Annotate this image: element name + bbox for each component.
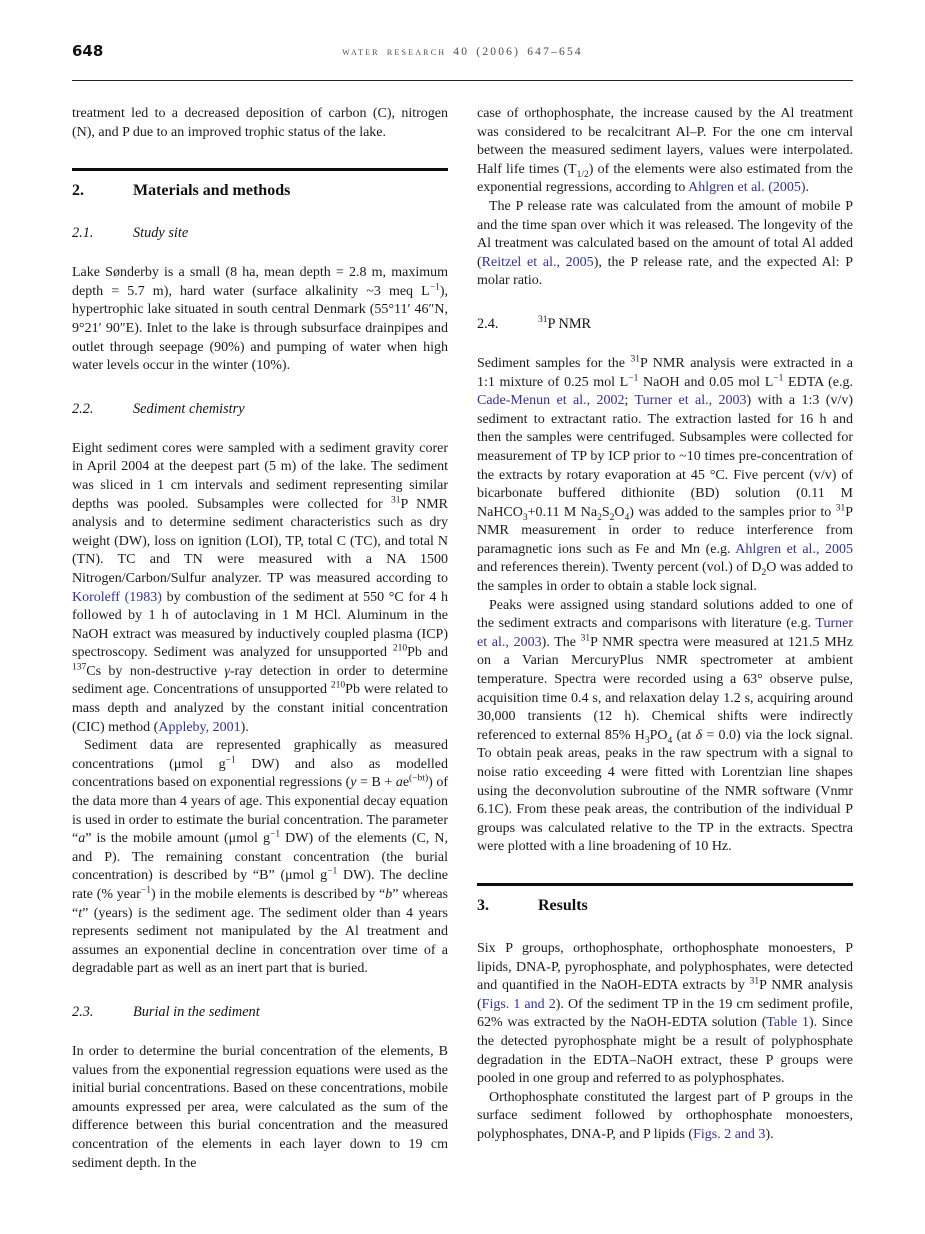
citation-link[interactable]: Appleby, 2001	[158, 719, 241, 735]
section-2-3-title: Burial in the sediment	[133, 1003, 260, 1020]
text-segment: t	[78, 905, 83, 921]
text-segment: ) in the mobile elements is described by “	[150, 887, 386, 902]
section-2-heading	[72, 168, 448, 200]
text-segment: −1	[327, 866, 338, 877]
section-2-3-number: 2.3.	[72, 1003, 94, 1020]
section-2-4-title	[538, 316, 591, 332]
text-segment: ).	[240, 719, 249, 735]
text-segment: ). The	[541, 634, 581, 650]
paragraph-results-1	[477, 940, 853, 1089]
text-segment: ;	[624, 393, 635, 409]
paragraph-orthophosphate-continuation	[477, 105, 853, 198]
text-segment: 210	[392, 643, 408, 654]
text-segment: 31	[391, 494, 401, 505]
text-segment: −1	[773, 372, 784, 383]
text-segment: 31	[630, 354, 640, 365]
text-segment: P NMR analysis (	[477, 978, 853, 1012]
text-segment: Eight sediment cores were sampled with a sediment gravity corer in April 2004 at the deepest part (5 m) of the lake. The sediment was sliced in 1 cm intervals and sediment representing similar depths was pooled. Subsamples were collected for	[72, 440, 448, 512]
text-segment: −1	[269, 829, 281, 840]
text-segment: e	[402, 775, 410, 791]
section-3-heading	[477, 883, 853, 915]
text-segment: ), the P release rate, and the expected Al: P molar ratio.	[477, 254, 853, 289]
citation-link[interactable]: Ahlgren et al. (2005)	[688, 180, 806, 196]
section-2-2-number: 2.2.	[72, 400, 94, 417]
text-segment: −1	[225, 755, 236, 766]
text-segment: Sediment samples for the	[477, 355, 631, 371]
text-segment: = 0.0) via the lock signal. To obtain peak areas, peaks in the raw spectrum with a signal to noise ratio exceeding 4 were fitted with Lorentzian line shapes using the deconvolution subroutine of the NMR software (Vnmr 6.1C). From these peak areas, the contribution of the individual P groups was calculated relative to the TP in the extracts. Spectra were plotted with a line broadening of 10 Hz.	[477, 727, 853, 855]
journal-title: water research 40 (2006) 647–654	[342, 46, 583, 58]
text-segment: P NMR analysis were extracted in a 1:1 mixture of 0.25 mol L	[477, 355, 853, 390]
text-segment: −1	[429, 282, 440, 293]
text-segment: P NMR analysis and to determine sediment characteristics such as dry weight (DW), loss on ignition (LOI), TP, total C (TC), and total N (TN). TC and TN were measured with a NA 1500 Nitrogen/Carbon/Sulfur analyzer. TP was measured according to	[72, 496, 448, 586]
paragraph-results-2	[477, 1089, 853, 1145]
citation-link[interactable]: Cade-Menun et al., 2002	[477, 393, 625, 409]
citation-link[interactable]: Koroleff (1983)	[72, 589, 162, 605]
text-segment: 2	[609, 512, 615, 523]
text-segment: Six P groups, orthophosphate, orthophosphate monoesters, P lipids, DNA-P, pyrophosphate, and polyphosphates, were detected and quantified in the NaOH-EDTA extracts by	[477, 940, 853, 994]
text-segment: case of orthophosphate, the increase caused by the Al treatment was considered to be recalcitrant Al–P. For the one cm interval between the measured sediment layers, values were interpolated. Half life times (T	[477, 106, 853, 177]
text-segment: Pb and	[407, 645, 448, 661]
text-segment: Lake Sønderby is a small (8 ha, mean depth = 2.8 m, maximum depth = 5.7 m), hard water (surface alkalinity ~3 meq L	[72, 265, 448, 299]
text-segment: 4	[624, 512, 630, 523]
header-rule	[72, 80, 853, 81]
section-2-1-title: Study site	[133, 225, 189, 242]
citation-link[interactable]: Reitzel et al., 2005	[481, 254, 594, 270]
text-segment: ” (years) is the sediment age. The sediment older than 4 years represents sediment not manipulated by the Al treatment and assumes an exponential decline in concentration over time of a degradable part as well as an inert part that is buried.	[72, 905, 448, 977]
text-segment: 31	[538, 315, 548, 326]
text-segment: +0.11 M Na	[527, 504, 598, 520]
text-segment: a	[395, 775, 403, 791]
text-segment: ).	[765, 1126, 774, 1142]
text-segment: ) with a 1:3 (v/v) sediment to extractant ratio. The extraction lasted for 16 h and then the samples were centrifuged. Subsamples were collected for measurement of TP by ICP prior to ~10 times pre-concentration of the extracts by rotary evaporation at 45 °C. Five percent (v/v) of bicarbonate buffered dithionite (BD) solution (0.11 M NaHCO	[477, 393, 854, 520]
text-segment: NaOH and 0.05 mol L	[638, 374, 774, 390]
text-segment: S	[601, 504, 610, 520]
section-2-4-heading	[477, 316, 853, 333]
text-segment: P NMR	[547, 315, 592, 332]
text-segment: O was added to the samples in order to obtain a stable lock signal.	[477, 560, 854, 595]
text-segment: 1/2	[576, 169, 589, 180]
text-segment: The P release rate was calculated from the amount of mobile P and the time span over which it was released. The longevity of the Al treatment was calculated based on the amount of total Al added (	[477, 198, 853, 270]
text-segment: DW) and also as modelled concentrations based on exponential regressions (	[72, 756, 448, 791]
paragraph-nmr-2	[477, 597, 853, 857]
text-segment: Cs by non-destructive	[86, 663, 225, 679]
section-2-4-number: 2.4.	[477, 315, 499, 332]
text-segment: δ	[695, 727, 703, 743]
text-segment: 3	[522, 512, 528, 523]
text-segment: DW). The decline rate (% year	[72, 868, 448, 902]
text-segment: ) was added to the samples prior to	[629, 504, 836, 520]
section-2-1-number: 2.1.	[72, 225, 94, 242]
text-segment: DW) of the elements (C, N, and P). The remaining constant concentration (the burial concentration) is described by “B” (μmol g	[72, 831, 448, 884]
text-segment: Sediment data are represented graphically as measured concentrations (μmol g	[72, 738, 448, 772]
section-2-title: Materials and methods	[133, 182, 291, 200]
page-number: 648	[72, 42, 104, 60]
citation-link[interactable]: Figs. 2 and 3	[693, 1126, 766, 1142]
right-column	[477, 105, 853, 1173]
paragraph-p-release	[477, 198, 853, 291]
text-segment: 2	[597, 512, 602, 523]
page-header	[72, 42, 853, 66]
paragraph-sediment-chemistry-2	[72, 737, 448, 979]
text-segment: −1	[140, 885, 151, 896]
paragraph-sediment-chemistry-1	[72, 440, 448, 738]
text-segment: EDTA (e.g.	[783, 374, 854, 390]
text-segment: = B +	[356, 775, 396, 791]
citation-link[interactable]: Turner et al., 2003	[477, 616, 853, 650]
text-segment: and references therein). Twenty percent (vol.) of D	[477, 560, 762, 576]
text-segment: by combustion of the sediment at 550 °C for 4 h followed by 1 h of autoclaving in 1 M HCl. Aluminum in the NaOH extract was measured by inductively coupled plasma (ICP) spectroscopy. Sediment was analyzed for unsupported	[72, 589, 448, 661]
text-segment: -ray detection in order to determine sediment age. Concentrations of unsupported	[72, 663, 448, 698]
section-2-2-title: Sediment chemistry	[133, 400, 245, 417]
citation-link[interactable]: Figs. 1 and 2	[481, 996, 556, 1012]
text-segment: −1	[628, 372, 639, 383]
paragraph-study-site	[72, 264, 448, 376]
text-segment: .	[805, 180, 810, 196]
text-segment: γ	[224, 663, 230, 679]
text-segment: ). Of the sediment TP in the 19 cm sediment profile, 62% was extracted by the NaOH-EDTA solution (	[477, 996, 853, 1031]
text-segment: 4	[667, 735, 673, 746]
citation-link[interactable]: Ahlgren et al., 2005	[735, 541, 853, 557]
paragraph-nmr-1	[477, 355, 853, 597]
paragraph-burial	[72, 1043, 448, 1173]
text-segment: b	[385, 887, 393, 902]
text-segment: ) of the data more than 4 years of age. This exponential decay equation is used in order to estimate the burial concentration. The parameter “	[72, 775, 448, 847]
two-column-body	[72, 105, 853, 1173]
text-segment: 31	[580, 633, 591, 644]
text-segment: 137	[72, 662, 87, 673]
text-segment: Orthophosphate constituted the largest part of P groups in the surface sediment followed by orthophosphate monoesters, polyphosphates, DNA-P, and P lipids (	[477, 1089, 853, 1142]
text-segment: 31	[835, 503, 846, 514]
text-segment: 210	[330, 680, 346, 691]
text-segment: (−bt)	[409, 773, 429, 784]
text-segment: (at	[672, 727, 696, 743]
citation-link[interactable]: Table 1	[766, 1015, 809, 1031]
text-segment: P NMR measurement in order to reduce interference from paramagnetic ions such as Fe and Mn (e.g.	[477, 504, 853, 557]
text-segment: a	[78, 831, 86, 847]
text-segment: ” is the mobile amount (μmol g	[85, 831, 270, 847]
text-segment: P NMR spectra were measured at 121.5 MHz on a Varian MercuryPlus NMR spectrometer at ambient temperature. Spectra were recorded using a 63° observe pulse, acquisition time 0.4 s, and relaxation delay 1.2 s, acquiring around 30,000 transients (12 h). Chemical shifts were indirectly referenced to external 85% H	[477, 634, 853, 743]
text-segment: ), hypertrophic lake situated in south central Denmark (55°11′ 46″N, 9°21′ 90″E). Inlet to the lake is through subsurface drainpipes and outlet through seepage (90%) and pumping of water when high water levels occur in the winter (10%).	[72, 283, 448, 374]
section-3-title: Results	[538, 896, 588, 914]
text-segment: 3	[644, 735, 650, 746]
text-segment: y	[350, 775, 357, 791]
paragraph-intro-continuation	[72, 105, 448, 142]
text-segment: ) of the elements were also estimated from the exponential regressions, according to	[477, 161, 854, 196]
text-segment: 31	[749, 976, 760, 987]
text-segment: ). Since the detected pyrophosphate might be a result of polyphosphate degradation in the EDTA–NaOH extract, these P groups were pooled in one group and referred to as polyphosphates.	[477, 1015, 853, 1087]
text-segment: 2	[761, 568, 767, 579]
text-segment: In order to determine the burial concentration of the elements, B values from the exponential regression equations were used as the initial burial concentrations. Based on these concentrations, mobile amounts expressed per area, were calculated as the sum of the difference between this burial concentration and the measured concentration of the elements in each layer down to 19 cm sediment depth. In the	[72, 1043, 448, 1171]
section-2-3-heading	[72, 1004, 448, 1021]
text-segment: O	[614, 504, 625, 520]
left-column	[72, 105, 448, 1173]
section-2-2-heading	[72, 401, 448, 418]
section-3-number: 3.	[477, 896, 489, 914]
text-segment: Peaks were assigned using standard solutions added to one of the sediment extracts and comparisons with literature (e.g.	[477, 597, 853, 632]
section-2-number: 2.	[72, 182, 84, 200]
section-2-1-heading	[72, 225, 448, 242]
text-segment: ” whereas “	[72, 887, 448, 921]
text-segment: treatment led to a decreased deposition of carbon (C), nitrogen (N), and P due to an improved trophic status of the lake.	[72, 106, 448, 140]
text-segment: PO	[649, 727, 668, 743]
citation-link[interactable]: Turner et al., 2003	[634, 393, 747, 409]
text-segment: Pb were related to mass depth and analyzed by the constant initial concentration (CIC) method (	[72, 682, 448, 735]
